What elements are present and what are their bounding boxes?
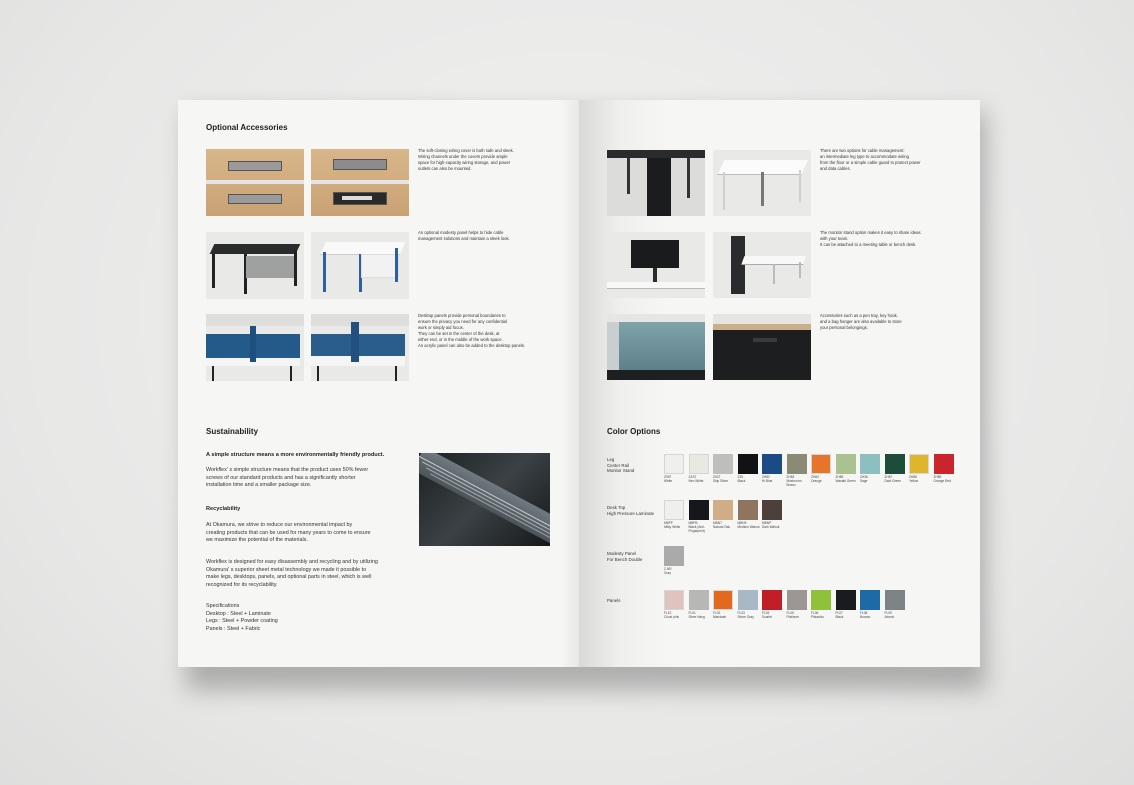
leg-swatch-label bbox=[738, 476, 762, 484]
panels-swatch-fl05 bbox=[787, 590, 807, 610]
desk-swatch-label bbox=[713, 522, 737, 530]
desk-swatch-mbnp bbox=[762, 500, 782, 520]
swatch-name: Black bbox=[737, 478, 746, 483]
leg-swatch-label bbox=[762, 476, 786, 484]
leg-swatch-zh83 bbox=[787, 454, 807, 474]
swatch-code: MBN9 bbox=[737, 521, 747, 525]
panels-swatch-fl06 bbox=[811, 590, 831, 610]
swatch-name: Pistachio bbox=[811, 614, 824, 619]
leg-swatch-label bbox=[934, 476, 958, 484]
leg-swatch-zh82 bbox=[762, 454, 782, 474]
recyclability-paragraph-2: Workflex is designed for easy disassembly and recycling and by utilizing Okamura' s superior sheet metal technology we made it possible to make legs, desktops, panels, and optional parts in steel, which is well recognized for its recyclability. bbox=[206, 559, 378, 588]
leg-swatch-z637 bbox=[713, 454, 733, 474]
swatch-code: FL07 bbox=[835, 611, 843, 615]
swatch-name: Mushroom Brown bbox=[786, 478, 802, 487]
swatch-name: Black bbox=[835, 614, 844, 619]
panels-swatch-fl04 bbox=[762, 590, 782, 610]
panels-swatch-label bbox=[885, 612, 909, 620]
leg-swatch-label bbox=[713, 476, 737, 484]
color-options-heading: Color Options bbox=[607, 427, 661, 436]
panels-swatch-label bbox=[738, 612, 762, 620]
swatch-code: ZH87 bbox=[884, 475, 893, 479]
panels-swatch-fl02 bbox=[713, 590, 733, 610]
swatch-code: ZH82 bbox=[762, 475, 770, 479]
panels-swatch-label bbox=[811, 612, 835, 620]
leg-swatch-za70 bbox=[689, 454, 709, 474]
panels-swatch-fl09 bbox=[885, 590, 905, 610]
right-page bbox=[579, 100, 980, 667]
recyclability-heading: Recyclability bbox=[206, 506, 241, 512]
leg-swatch-label bbox=[689, 476, 713, 484]
leg-swatch-zh85 bbox=[836, 454, 856, 474]
leg-swatch-label bbox=[811, 476, 835, 484]
desk-swatch-mbpf bbox=[664, 500, 684, 520]
optional-accessories-heading: Optional Accessories bbox=[206, 123, 288, 132]
panels-swatch-label bbox=[787, 612, 811, 620]
wiring-cover-closed-photo bbox=[206, 149, 304, 216]
swatch-name: Dark Walnut bbox=[762, 524, 780, 529]
modesty-group-label: Modesty Panel For Bench Double bbox=[607, 551, 643, 562]
swatch-name: Milky White bbox=[664, 524, 681, 529]
swatch-code: FL04 bbox=[762, 611, 770, 615]
modesty-panel-white-desk-photo bbox=[311, 232, 409, 299]
panels-swatch-fl10 bbox=[664, 590, 684, 610]
swatch-code: Z997 bbox=[664, 475, 672, 479]
leg-swatch-label bbox=[664, 476, 688, 484]
panels-swatch-fl08 bbox=[860, 590, 880, 610]
swatch-name: Wasabi Green bbox=[835, 478, 856, 483]
swatch-name: White bbox=[664, 478, 673, 483]
swatch-code: FL09 bbox=[884, 611, 892, 615]
swatch-name: Storm Gray bbox=[737, 614, 754, 619]
modesty-swatch-z-nr bbox=[664, 546, 684, 566]
monitor-stand-photo-2 bbox=[713, 232, 811, 298]
swatch-code: MBPB bbox=[688, 521, 698, 525]
swatch-name: Borano bbox=[860, 614, 871, 619]
sustainability-paragraph: Workflex' s simple structure means that the product uses 50% fewer screws of our standard products and has a significantly shorter installation time and a smaller package size. bbox=[206, 467, 369, 489]
swatch-name: Yellow bbox=[909, 478, 919, 483]
leg-swatch-zh36 bbox=[860, 454, 880, 474]
swatch-name: Cloud pink bbox=[664, 614, 680, 619]
swatch-name: Scarlet bbox=[762, 614, 772, 619]
sustainability-heading: Sustainability bbox=[206, 427, 259, 436]
panels-swatch-fl01 bbox=[689, 590, 709, 610]
swatch-code: Z35 bbox=[737, 475, 743, 479]
swatch-code: ZA70 bbox=[688, 475, 697, 479]
steel-sheets-photo bbox=[419, 453, 550, 546]
swatch-name: Sage bbox=[860, 478, 868, 483]
swatch-name: Neo White bbox=[688, 478, 704, 483]
desk-swatch-mbn9 bbox=[738, 500, 758, 520]
recyclability-paragraph-1: At Okamura, we strive to reduce our environmental impact by creating products that can be used for many years to come to ensure we maximize the potential of the materials. bbox=[206, 522, 371, 544]
swatch-code: FL01 bbox=[688, 611, 696, 615]
panels-group-label: Panels bbox=[607, 598, 621, 603]
swatch-code: ZH89 bbox=[933, 475, 942, 479]
desktop-panel-photo-2 bbox=[311, 314, 409, 381]
leg-swatch-zh89 bbox=[934, 454, 954, 474]
swatch-name: Medium Walnut bbox=[737, 524, 760, 529]
desktop-group-label: Desk Top High Pressure Laminate bbox=[607, 505, 655, 516]
monitor-stand-photo-1 bbox=[607, 232, 705, 298]
swatch-code: ZH85 bbox=[835, 475, 844, 479]
panels-swatch-label bbox=[713, 612, 737, 620]
desk-swatch-mbn7 bbox=[713, 500, 733, 520]
leg-swatch-label bbox=[787, 476, 811, 487]
leg-group-label: Leg Center Rail Monitor Stand bbox=[607, 457, 635, 474]
swatch-name: Natural Oak bbox=[713, 524, 731, 529]
leg-swatch-zh87 bbox=[885, 454, 905, 474]
swatch-code: MBN7 bbox=[713, 521, 722, 525]
swatch-name: Hi Blue bbox=[762, 478, 773, 483]
swatch-name: Dark Green bbox=[884, 478, 901, 483]
leg-swatch-label bbox=[836, 476, 860, 484]
swatch-name: Atomic bbox=[884, 614, 895, 619]
desk-swatch-label bbox=[762, 522, 786, 530]
leg-swatch-label bbox=[909, 476, 933, 484]
sustainability-lead: A simple structure means a more environmentally friendly product. bbox=[206, 452, 385, 458]
swatch-code: FL03 bbox=[737, 611, 745, 615]
modesty-panel-black-desk-photo bbox=[206, 232, 304, 299]
modesty-panel-description: An optional modesty panel helps to hide cable management solutions and maintain a sleek look. bbox=[418, 230, 510, 241]
swatch-code: MBPF bbox=[664, 521, 673, 525]
swatch-name: Black (Anti-Fingerprint) bbox=[688, 524, 705, 533]
panels-swatch-fl03 bbox=[738, 590, 758, 610]
desk-swatch-label bbox=[664, 522, 688, 530]
panels-swatch-fl07 bbox=[836, 590, 856, 610]
swatch-name: Gray bbox=[664, 570, 671, 575]
leg-swatch-label bbox=[885, 476, 909, 484]
leg-swatch-zh88 bbox=[909, 454, 929, 474]
wiring-cover-description: The soft-closing wiring cover is both safe and sleek. Wiring channels under the covers provide ample space for high-capacity wiring storage, and power outlets can also be mounted. bbox=[418, 148, 514, 171]
cable-guard-photo bbox=[713, 150, 811, 216]
swatch-name: Mandarin bbox=[713, 614, 727, 619]
swatch-name: Silver lining bbox=[688, 614, 705, 619]
swatch-code: ZH36 bbox=[860, 475, 868, 479]
swatch-code: FL06 bbox=[811, 611, 819, 615]
modesty-swatch-label bbox=[664, 568, 688, 576]
desktop-panel-description: Desktop panels provide personal boundaries to ensure the privacy you need for any confidential work or simply aid focus. They can be set in the center of the desk, at either end, or in the middle of the work space. An acrylic panel can also be added to the desktop panels. bbox=[418, 313, 526, 348]
panels-swatch-label bbox=[860, 612, 884, 620]
swatch-code: FL05 bbox=[786, 611, 794, 615]
swatch-code: FL10 bbox=[664, 611, 672, 615]
swatch-code: ZH88 bbox=[909, 475, 917, 479]
swatch-code: Z-NR bbox=[664, 567, 672, 571]
swatch-code: FL08 bbox=[860, 611, 868, 615]
swatch-code: Z637 bbox=[713, 475, 721, 479]
panels-swatch-label bbox=[664, 612, 688, 620]
desktop-panel-photo-1 bbox=[206, 314, 304, 381]
swatch-code: FL02 bbox=[713, 611, 721, 615]
swatch-name: Platinum bbox=[786, 614, 799, 619]
specifications: Specifications Desktop : Steel + Laminate Legs : Steel + Powder coating Panels : Steel + Fabric bbox=[206, 603, 278, 632]
panels-swatch-label bbox=[836, 612, 860, 620]
leg-swatch-zh84 bbox=[811, 454, 831, 474]
cable-management-description: There are two options for cable management: an intermediate leg type to accommodate wiring from the floor or a simple cable guard to protect power and data cables. bbox=[820, 148, 921, 171]
left-page bbox=[178, 100, 579, 667]
desk-swatch-label bbox=[689, 522, 713, 533]
panels-swatch-label bbox=[689, 612, 713, 620]
swatch-code: MBNP bbox=[762, 521, 772, 525]
bag-hanger-photo bbox=[713, 314, 811, 380]
swatch-code: ZH83 bbox=[786, 475, 795, 479]
swatch-name: Skip Silver bbox=[713, 478, 729, 483]
monitor-stand-description: The monitor stand option makes it easy to share ideas with your team. It can be attached to a meeting table or bench desk. bbox=[820, 230, 921, 247]
intermediate-leg-photo bbox=[607, 150, 705, 216]
leg-swatch-z997 bbox=[664, 454, 684, 474]
leg-swatch-label bbox=[860, 476, 884, 484]
accessories-description: Accessories such as a pen tray, key hook, and a bag hanger are also available to store your personal belongings. bbox=[820, 313, 902, 330]
desk-swatch-label bbox=[738, 522, 762, 530]
swatch-code: ZH84 bbox=[811, 475, 819, 479]
swatch-name: Orange Red bbox=[933, 478, 951, 483]
desk-swatch-mbpb bbox=[689, 500, 709, 520]
panels-swatch-label bbox=[762, 612, 786, 620]
wiring-cover-open-photo bbox=[311, 149, 409, 216]
swatch-name: Orange bbox=[811, 478, 822, 483]
leg-swatch-z35 bbox=[738, 454, 758, 474]
pen-tray-photo bbox=[607, 314, 705, 380]
